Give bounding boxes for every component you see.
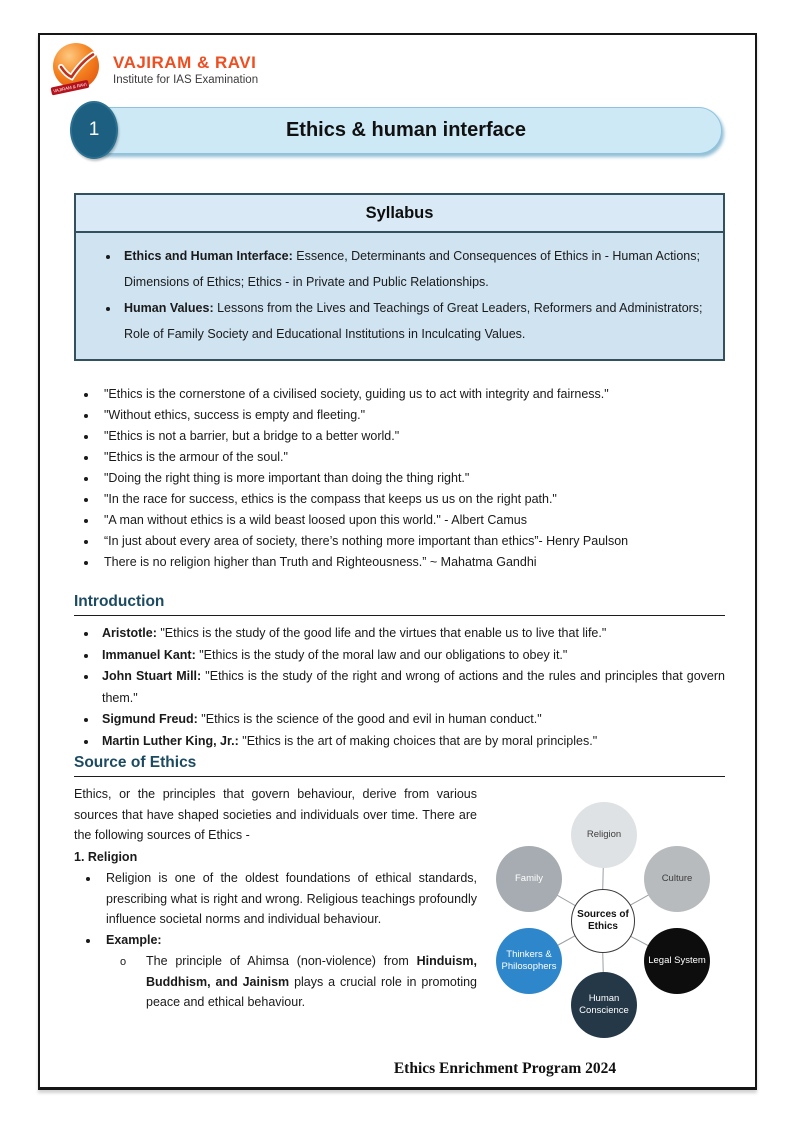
chapter-title: Ethics & human interface (285, 119, 527, 141)
diagram-node-religion: Religion (571, 802, 637, 868)
page-frame (38, 33, 757, 1090)
diagram-center-node: Sources of Ethics (571, 889, 635, 953)
philosopher-name: John Stuart Mill: (102, 669, 202, 683)
diagram-node-culture: Culture (644, 846, 710, 912)
document-footer (40, 1060, 755, 1087)
quotes-list (98, 384, 725, 573)
introduction-list (98, 623, 725, 752)
diagram-node-human-conscience: Human Conscience (571, 972, 637, 1038)
chapter-title-pill (90, 107, 722, 154)
syllabus-item-text: Lessons from the Lives and Teachings of Great Leaders, Reformers and Administrators; Role of Family Society and Educational Institutions in Inculcating Values. (124, 301, 703, 341)
diagram-node-thinkers: Thinkers & Philosophers (496, 928, 562, 994)
religion-subheading: 1. Religion (74, 849, 138, 864)
syllabus-item (120, 295, 707, 347)
introduction-item (98, 645, 725, 667)
example-sub-bullet (120, 951, 477, 1013)
introduction-heading: Introduction (74, 593, 725, 616)
quote-item: • "Ethics is not a barrier, but a bridge to a better world." (98, 426, 725, 447)
brand-header (50, 42, 755, 96)
syllabus-title: Syllabus (76, 195, 723, 233)
brand-name: VAJIRAM & RAVI (113, 52, 257, 72)
brand-text (113, 53, 258, 86)
syllabus-box (74, 193, 725, 361)
introduction-item (98, 623, 725, 645)
philosopher-quote: "Ethics is the art of making choices that are by moral principles." (238, 733, 598, 748)
chapter-banner (70, 104, 722, 158)
source-of-ethics-heading: Source of Ethics (74, 754, 725, 777)
syllabus-item-lead: Ethics and Human Interface: (124, 249, 293, 263)
logo-ribbon-text: VAJIRAM & RAVI (52, 81, 88, 94)
philosopher-quote: "Ethics is the study of the moral law and our obligations to obey it." (195, 647, 568, 662)
philosopher-name: Aristotle: (102, 626, 157, 640)
quote-item: • "Without ethics, success is empty and fleeting." (98, 405, 725, 426)
chapter-number-badge: 1 (70, 101, 118, 159)
source-of-ethics-text (74, 784, 477, 1044)
quote-item: • "Doing the right thing is more important than doing the thing right." (98, 468, 725, 489)
quote-item: • “In just about every area of society, there’s nothing more important than ethics”- Henry Paulson (98, 531, 725, 552)
philosopher-quote: "Ethics is the science of the good and evil in human conduct." (197, 712, 542, 726)
quote-item: • "Ethics is the armour of the soul." (98, 447, 725, 468)
philosopher-name: Martin Luther King, Jr.: (102, 733, 239, 748)
religion-points (100, 868, 477, 950)
quote-item: • "A man without ethics is a wild beast loosed upon this world." - Albert Camus (98, 510, 725, 531)
introduction-item (98, 731, 725, 753)
example-text: The principle of Ahimsa (non-violence) from Hinduism, Buddhism, and Jainism plays a crucial role in promoting peace and ethical behaviour. (146, 954, 477, 1009)
diagram-node-family: Family (496, 846, 562, 912)
footer-text: Ethics Enrichment Program 2024 (393, 1060, 617, 1077)
religion-point: • Religion is one of the oldest foundations of ethical standards, prescribing what is right and wrong. Religious teachings profoundly influence societal norms and individual behaviour. (100, 868, 477, 930)
introduction-item (98, 709, 725, 731)
syllabus-item-text: Essence, Determinants and Consequences of Ethics in - Human Actions; Dimensions of Ethics; Ethics - in Private and Public Relationships. (124, 249, 700, 289)
syllabus-item-lead: Human Values: (124, 301, 214, 315)
syllabus-item (120, 243, 707, 295)
introduction-item (98, 666, 725, 709)
sub-bullet-marker: o (120, 956, 127, 968)
source-intro-paragraph: Ethics, or the principles that govern behaviour, derive from various sources that have shaped societies and individuals over time. There are the following sources of Ethics - (74, 787, 477, 842)
source-of-ethics-section (74, 784, 743, 1044)
quote-item: • There is no religion higher than Truth and Righteousness.” ~ Mahatma Gandhi (98, 552, 725, 573)
sources-of-ethics-diagram (487, 790, 743, 1044)
philosopher-name: Sigmund Freud: (102, 712, 198, 726)
philosopher-quote: "Ethics is the study of the right and wrong of actions and the rules and principles that govern them." (102, 669, 725, 705)
philosopher-quote: "Ethics is the study of the good life and the virtues that enable us to live that life." (156, 626, 607, 640)
example-label: • Example: (100, 930, 477, 951)
quote-item: • "In the race for success, ethics is the compass that keeps us us on the right path." (98, 489, 725, 510)
philosopher-name: Immanuel Kant: (102, 647, 196, 662)
brand-tagline: Institute for IAS Examination (113, 73, 259, 86)
diagram-node-legal-system: Legal System (644, 928, 710, 994)
vajiram-ravi-logo-icon (50, 42, 102, 96)
syllabus-list (120, 243, 707, 347)
quote-item: • "Ethics is the cornerstone of a civilised society, guiding us to act with integrity and fairness." (98, 384, 725, 405)
